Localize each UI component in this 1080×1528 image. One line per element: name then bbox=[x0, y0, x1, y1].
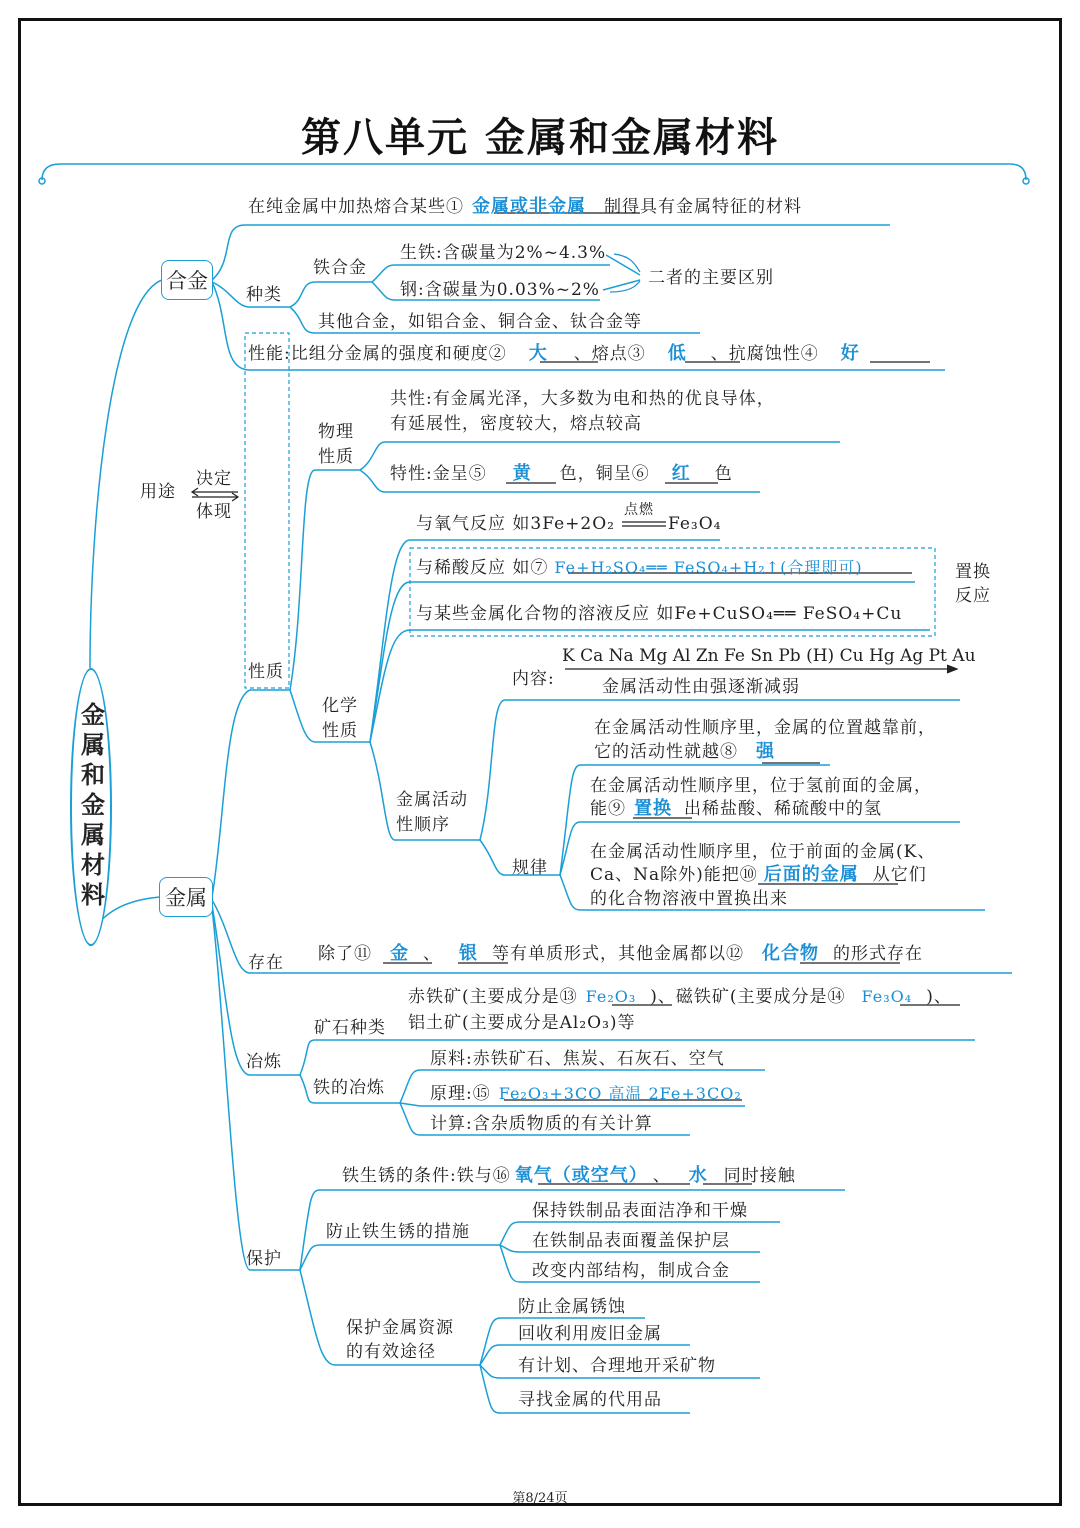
salt-reaction: 与某些金属化合物的溶液反应 如Fe+CuSO₄══ FeSO₄+Cu bbox=[416, 604, 903, 624]
resource-item: 有计划、合理地开采矿物 bbox=[518, 1356, 716, 1376]
answer-3: 低 bbox=[667, 343, 687, 364]
principle: 原理:⑮ Fe₂O₃+3CO 高温 2Fe+3CO₂ bbox=[430, 1084, 742, 1104]
node-property: 性质 bbox=[248, 662, 284, 682]
rule-2a: 在金属活动性顺序里，位于氢前面的金属， bbox=[590, 776, 932, 796]
answer-16b: 水 bbox=[688, 1165, 708, 1186]
answer-11b: 银 bbox=[459, 943, 478, 964]
displacement-reaction: 置换反应 bbox=[955, 562, 991, 606]
content-label: 内容: bbox=[512, 669, 555, 689]
reflect-label: 体现 bbox=[196, 502, 232, 522]
oxygen-reaction: 与氧气反应 如3Fe+2O₂ bbox=[416, 514, 615, 534]
acid-reaction: 与稀酸反应 如⑦ Fe+H₂SO₄══ FeSO₄+H₂↑(合理即可) bbox=[416, 558, 863, 578]
node-activity-series: 金属活动性顺序 bbox=[396, 790, 468, 835]
resource-item: 防止金属锈蚀 bbox=[518, 1297, 626, 1317]
answer-2: 大 bbox=[528, 343, 548, 364]
node-physical: 物理性质 bbox=[318, 422, 354, 467]
answer-8: 强 bbox=[756, 741, 775, 762]
rule-3a: 在金属活动性顺序里，位于前面的金属(K、 bbox=[590, 842, 936, 862]
iron-smelting-label: 铁的冶炼 bbox=[313, 1078, 385, 1098]
oxygen-condition: 点燃 bbox=[624, 502, 654, 518]
answer-14: Fe₃O₄ bbox=[861, 987, 913, 1006]
use-label: 用途 bbox=[140, 482, 176, 502]
prevent-item: 改变内部结构，制成合金 bbox=[532, 1261, 730, 1281]
activity-series-note: 金属活动性由强逐渐减弱 bbox=[602, 677, 800, 697]
calculation: 计算:含杂质物质的有关计算 bbox=[430, 1114, 653, 1134]
resource-label-2: 的有效途径 bbox=[346, 1342, 436, 1362]
resource-item: 寻找金属的代用品 bbox=[518, 1390, 662, 1410]
node-protection: 保护 bbox=[246, 1249, 282, 1269]
root-node: 金属和金属材料 bbox=[70, 668, 112, 946]
node-metal: 金属 bbox=[159, 877, 213, 917]
prevent-rust-label: 防止铁生锈的措施 bbox=[326, 1222, 470, 1242]
node-iron-alloy: 铁合金 bbox=[313, 258, 367, 278]
alloy-performance: 性能:比组分金属的强度和硬度② 大 、熔点③ 低 、抗腐蚀性④ 好 bbox=[248, 343, 860, 364]
node-chemical: 化学性质 bbox=[322, 696, 358, 741]
rule-label: 规律 bbox=[512, 858, 548, 878]
steel: 钢:含碳量为0.03%~2% bbox=[400, 280, 600, 300]
answer-13: Fe₂O₃ bbox=[585, 987, 637, 1006]
answer-12: 化合物 bbox=[762, 943, 819, 964]
answer-5: 黄 bbox=[512, 463, 532, 484]
prevent-item: 保持铁制品表面洁净和干燥 bbox=[532, 1201, 748, 1221]
page-title: 第八单元 金属和金属材料 bbox=[301, 115, 779, 161]
answer-9: 置换 bbox=[634, 798, 672, 819]
physical-common-2: 有延展性，密度较大，熔点较高 bbox=[390, 414, 642, 434]
answer-15: Fe₂O₃+3CO 高温 2Fe+3CO₂ bbox=[498, 1084, 742, 1103]
answer-10: 后面的金属 bbox=[763, 864, 859, 885]
node-types: 种类 bbox=[246, 285, 282, 305]
node-alloy: 合金 bbox=[161, 260, 213, 300]
activity-series: K Ca Na Mg Al Zn Fe Sn Pb (H) Cu Hg Ag Pt Au bbox=[562, 646, 976, 666]
node-smelting: 冶炼 bbox=[246, 1052, 282, 1072]
pig-iron: 生铁:含碳量为2%~4.3% bbox=[400, 243, 607, 263]
answer-1: 金属或非金属 bbox=[472, 196, 586, 217]
rule-2b: 能⑨ 置换 出稀盐酸、稀硫酸中的氢 bbox=[590, 798, 882, 819]
prevent-item: 在铁制品表面覆盖保护层 bbox=[532, 1231, 730, 1251]
rule-3b: Ca、Na除外)能把⑩ 后面的金属 从它们 bbox=[590, 864, 927, 885]
rust-conditions: 铁生锈的条件:铁与⑯ 氧气（或空气） 、 水 同时接触 bbox=[342, 1165, 796, 1186]
rule-3d: 的化合物溶液中置换出来 bbox=[590, 889, 788, 909]
answer-11a: 金 bbox=[390, 943, 409, 964]
resource-label-1: 保护金属资源 bbox=[346, 1318, 454, 1338]
answer-16a: 氧气（或空气） bbox=[514, 1165, 639, 1186]
resource-item: 回收利用废旧金属 bbox=[518, 1324, 662, 1344]
answer-7: Fe+H₂SO₄══ FeSO₄+H₂↑(合理即可) bbox=[554, 558, 863, 577]
rule-1a: 在金属活动性顺序里，金属的位置越靠前， bbox=[594, 718, 936, 738]
physical-special: 特性:金呈⑤ 黄 色，铜呈⑥ 红 色 bbox=[390, 463, 733, 484]
rule-1b: 它的活动性就越⑧ 强 bbox=[594, 741, 775, 762]
ore-line-1: 赤铁矿(主要成分是⑬ Fe₂O₃ )、磁铁矿(主要成分是⑭ Fe₃O₄ )、 bbox=[408, 987, 952, 1007]
oxygen-product: Fe₃O₄ bbox=[668, 514, 722, 534]
node-existence: 存在 bbox=[248, 953, 284, 973]
ore-types-label: 矿石种类 bbox=[314, 1018, 386, 1038]
existence-text: 除了⑪ 金 、 银 等有单质形式，其他金属都以⑫ 化合物 的形式存在 bbox=[318, 943, 923, 964]
physical-common-1: 共性:有金属光泽，大多数为电和热的优良导体， bbox=[390, 389, 775, 409]
page-number: 第8/24页 bbox=[512, 1491, 568, 1506]
answer-6: 红 bbox=[671, 463, 691, 484]
other-alloys: 其他合金，如铝合金、铜合金、钛合金等 bbox=[318, 312, 642, 332]
ore-line-2: 铝土矿(主要成分是Al₂O₃)等 bbox=[408, 1013, 636, 1033]
raw-materials: 原料:赤铁矿石、焦炭、石灰石、空气 bbox=[430, 1049, 725, 1069]
alloy-definition: 在纯金属中加热熔合某些① 金属或非金属 制得具有金属特征的材料 bbox=[248, 196, 802, 217]
decide-label: 决定 bbox=[196, 469, 232, 489]
main-difference: 二者的主要区别 bbox=[648, 268, 774, 288]
answer-4: 好 bbox=[840, 343, 860, 364]
